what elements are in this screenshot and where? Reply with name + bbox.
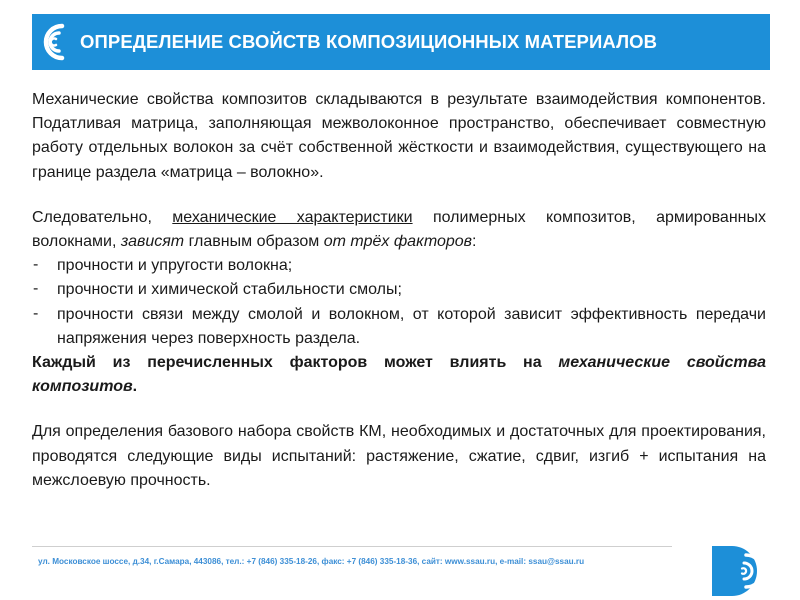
bullet-marker: - xyxy=(33,256,39,274)
list-item xyxy=(32,278,766,302)
slide-header xyxy=(32,14,770,70)
footer-divider xyxy=(32,546,672,547)
list-item-text: прочности и химической стабильности смолы; xyxy=(57,281,402,299)
paragraph-factors xyxy=(32,206,766,254)
slide-content xyxy=(32,88,766,493)
paragraph-tests: Для определения базового набора свойств КМ, необходимых и достаточных для проектирования, проводятся следующие виды испытаний: растяжение, сжатие, сдвиг, изгиб + испытания на межслоевую прочность. xyxy=(32,423,766,489)
paragraph-intro: Механические свойства композитов складываются в результате взаимодействия компонентов. Податливая матрица, заполняющая межволоконное пространство, обеспечивает совместную работу отдельных волокон за счёт собственной жёсткости и взаимодействия, существующего на границе раздела «матрица – волокно». xyxy=(32,91,766,181)
text-run: : xyxy=(472,233,477,251)
italic-term: от трёх факторов xyxy=(323,233,473,251)
text-run: Следовательно, xyxy=(32,208,173,226)
bullet-marker: - xyxy=(33,304,39,322)
footer-address: ул. Московское шоссе, д.34, г.Самара, 443086, тел.: +7 (846) 335-18-26, факс: +7 (846) 335-18-36, сайт: www.ssau.ru, e-mail: ssau@ssau.ru xyxy=(38,557,585,566)
italic-term: зависят xyxy=(120,233,185,251)
italic-term: механические свойства композитов xyxy=(32,354,766,396)
page-title: ОПРЕДЕЛЕНИЕ СВОЙСТВ КОМПОЗИЦИОННЫХ МАТЕРИАЛОВ xyxy=(80,31,658,52)
university-logo-icon xyxy=(32,14,84,70)
paragraph-gap xyxy=(32,185,766,206)
paragraph-conclusion xyxy=(32,351,766,399)
text-run: полимерных композитов, армированных волокнами, xyxy=(32,208,766,251)
text-run: главным образом xyxy=(184,233,324,251)
bullet-marker: - xyxy=(33,280,39,298)
text-run: Каждый из перечисленных факторов может влиять на xyxy=(32,354,559,372)
text-run: . xyxy=(132,378,138,396)
list-item xyxy=(32,303,766,351)
list-item xyxy=(32,254,766,278)
paragraph-gap xyxy=(32,399,766,420)
factor-list xyxy=(32,254,766,351)
underlined-term: механические характеристики xyxy=(172,208,413,226)
list-item-text: прочности связи между смолой и волокном, от которой зависит эффективность передачи напряжения через поверхность раздела. xyxy=(57,305,766,347)
university-logo-icon xyxy=(712,546,766,596)
list-item-text: прочности и упругости волокна; xyxy=(57,257,293,275)
